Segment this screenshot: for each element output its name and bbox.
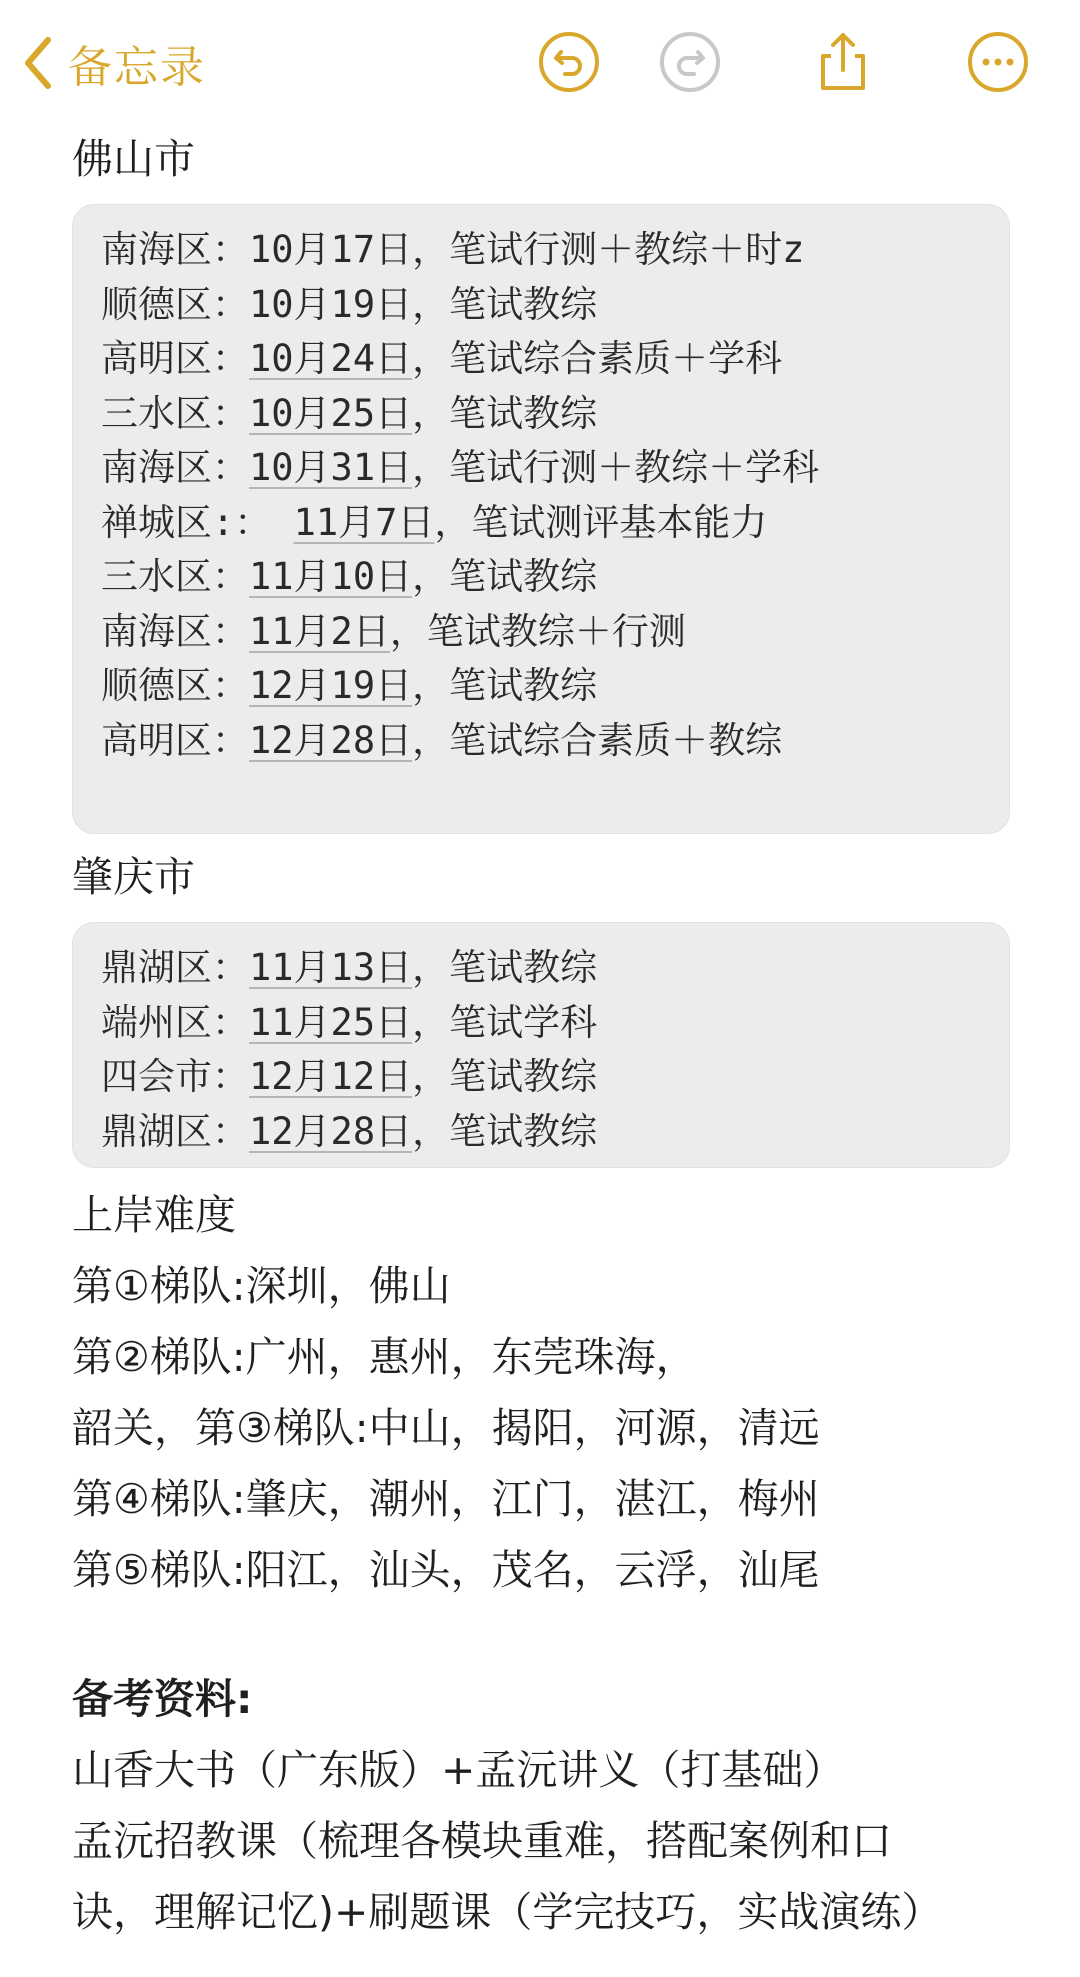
difficulty-title: 上岸难度	[72, 1191, 236, 1239]
schedule-line: 顺德区：10月19日，笔试教综	[101, 282, 598, 326]
date-link[interactable]: 11月13日	[249, 946, 413, 989]
redo-button[interactable]	[658, 30, 722, 94]
schedule-line: 三水区：11月10日，笔试教综	[101, 555, 598, 598]
tier-line: 韶关，第③梯队:中山，揭阳，河源，清远	[72, 1404, 820, 1452]
schedule-line: 禅城区:： 11月7日，笔试测评基本能力	[101, 500, 768, 544]
note-body[interactable]	[72, 120, 1012, 1948]
foshan-title: 佛山市	[72, 135, 195, 183]
date-link[interactable]: 11月10日	[249, 555, 413, 598]
date-link[interactable]: 10月24日	[249, 337, 413, 380]
chevron-left-icon	[20, 34, 54, 92]
undo-button[interactable]	[537, 30, 601, 94]
back-label: 备忘录	[68, 42, 206, 93]
date-link[interactable]: 12月28日	[249, 1109, 413, 1153]
back-button[interactable]	[20, 28, 206, 98]
zhaoqing-code-block	[72, 922, 1010, 1168]
share-button[interactable]	[811, 30, 875, 94]
schedule-line: 四会市：12月12日，笔试教综	[101, 1055, 598, 1098]
more-button[interactable]	[966, 30, 1030, 94]
schedule-line: 鼎湖区：12月28日，笔试教综	[101, 1109, 598, 1153]
date-link[interactable]: 10月31日	[249, 446, 413, 489]
tier-line: 第②梯队:广州，惠州，东莞珠海，	[72, 1333, 697, 1381]
schedule-line: 三水区：10月25日，笔试教综	[101, 391, 598, 435]
date-link[interactable]: 11月25日	[249, 1000, 413, 1044]
date-link[interactable]: 11月2日	[249, 609, 390, 653]
schedule-line: 高明区：10月24日，笔试综合素质＋学科	[101, 337, 783, 380]
materials-line: 诀，理解记忆)+刷题课（学完技巧，实战演练）	[72, 1888, 943, 1936]
foshan-code-block	[72, 204, 1010, 834]
tier-line: 第④梯队:肇庆，潮州，江门，湛江，梅州	[72, 1475, 820, 1523]
materials-line: 孟沅招教课（梳理各模块重难，搭配案例和口	[72, 1817, 892, 1865]
redo-icon	[658, 30, 722, 94]
tier-line: 第⑤梯队:阳江，汕头，茂名，云浮，汕尾	[72, 1546, 820, 1594]
date-link[interactable]: 12月12日	[249, 1055, 413, 1098]
share-icon	[811, 30, 875, 94]
date-link[interactable]: 10月25日	[249, 391, 413, 435]
schedule-line: 鼎湖区：11月13日，笔试教综	[101, 946, 598, 989]
undo-icon	[537, 30, 601, 94]
materials-title: 备考资料:	[72, 1675, 253, 1723]
schedule-line: 端州区：11月25日，笔试学科	[101, 1000, 598, 1044]
zhaoqing-title: 肇庆市	[72, 853, 195, 901]
schedule-line: 顺德区：12月19日，笔试教综	[101, 664, 598, 707]
schedule-line: 高明区：12月28日，笔试综合素质＋教综	[101, 718, 783, 762]
more-icon	[966, 30, 1030, 94]
date-link[interactable]: 11月7日	[293, 500, 435, 544]
navigation-bar	[0, 0, 1080, 120]
schedule-line: 南海区：11月2日，笔试教综＋行测	[101, 609, 686, 653]
schedule-line: 南海区：10月31日，笔试行测＋教综＋学科	[101, 446, 820, 489]
materials-line: 山香大书（广东版）+孟沅讲义（打基础）	[72, 1746, 845, 1794]
date-link[interactable]: 12月19日	[249, 664, 413, 707]
date-link[interactable]: 12月28日	[249, 718, 413, 762]
schedule-line: 南海区：10月17日，笔试行测＋教综＋时z	[101, 228, 805, 271]
tier-line: 第①梯队:深圳，佛山	[72, 1262, 451, 1310]
